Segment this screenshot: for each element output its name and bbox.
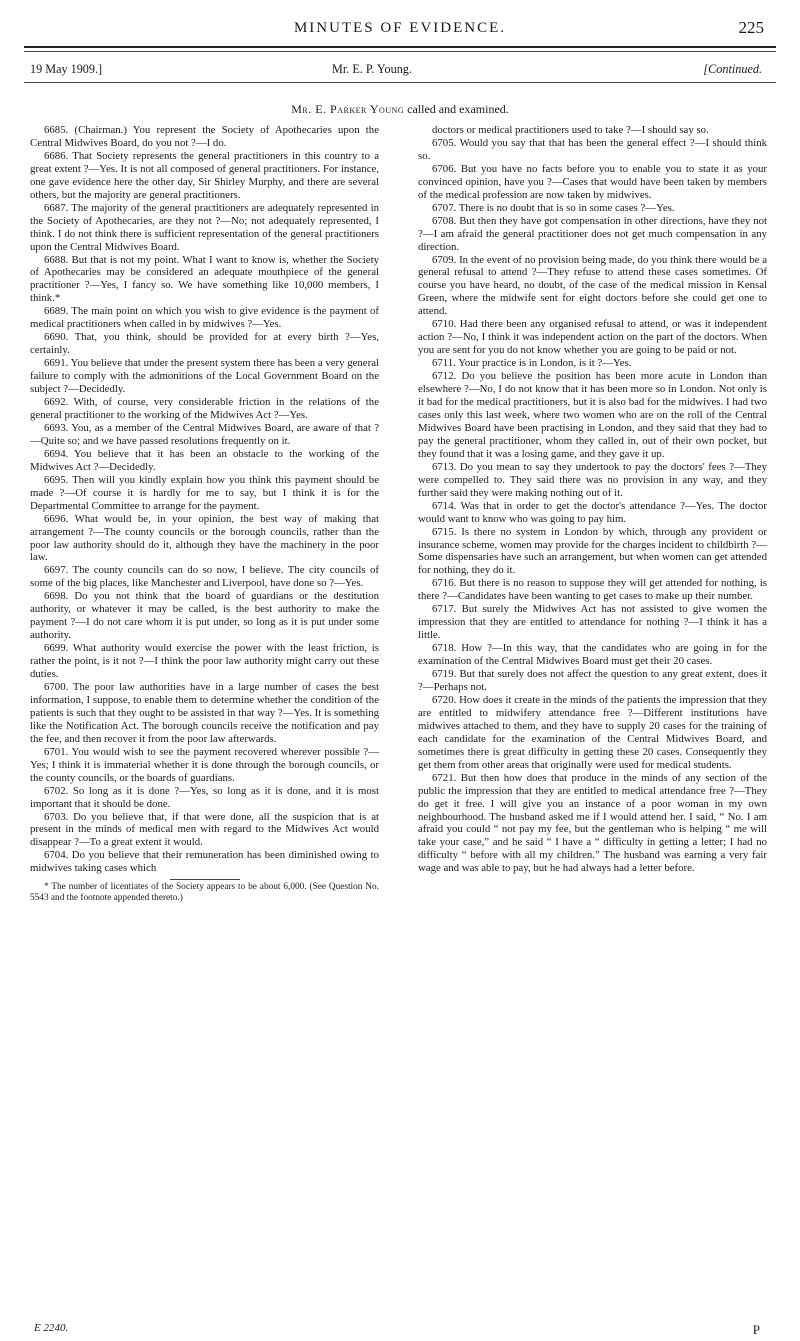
question-paragraph: 6698. Do you not think that the board of guardians or the destitution authority, or whatever it may be called, is the best authority to make the payment ?—I do not care whom it is put under, so long as it is put under some authority. bbox=[30, 590, 379, 642]
witness-short-name: Mr. E. P. Young. bbox=[332, 62, 412, 76]
question-paragraph: 6710. Had there been any organised refusal to attend, or was it independent action ?—No, I think it was independent action on the part of the doctors. When you are sent for you do not know whether you are going to be paid or not. bbox=[418, 318, 767, 357]
witness-name: Mr. E. Parker Young bbox=[291, 102, 405, 116]
question-paragraph: 6712. Do you believe the position has been more acute in London than elsewhere ?—No, I do not know that it has been more so in London. Not only is it bad for the medical practitioners, but it is also bad for the midwives. I had two cases only this last week, where two women who are on the roll of the Central Midwives Board have been practising in London, and they said that they had to pay the general practitioner, whom they called in, out of their own pocket, but they found that it was a losing game, and they gave it up. bbox=[418, 370, 767, 460]
question-paragraph: 6713. Do you mean to say they undertook to pay the doctors' fees ?—They were compelled to. They said there was no provision in any way, and they further said they were making nothing out of it. bbox=[418, 460, 767, 499]
question-paragraph: 6688. But that is not my point. What I want to know is, whether the Society of Apothecaries may be considered an adequate mouthpiece of the general practitioner ?—Yes, I fancy so. We have something like 10,000 members, I think.* bbox=[30, 253, 379, 305]
question-paragraph: 6696. What would be, in your opinion, the best way of making that arrangement ?—The county councils or the borough councils, rather than the poor law authority should do it, although they have the machinery in the poor law. bbox=[30, 512, 379, 564]
header-rule-thick bbox=[24, 46, 776, 48]
question-paragraph: 6700. The poor law authorities have in a large number of cases the best information, I suppose, to enable them to determine whether the condition of the patients is such that they ought to be assisted in that way ?—Yes. It is something like the Notification Act. The borough councils receive the notification and pay the fee, and then recover it from the poor law afterwards. bbox=[30, 680, 379, 745]
page-footer bbox=[34, 1322, 760, 1338]
left-column bbox=[30, 124, 379, 904]
question-paragraph: 6692. With, of course, very considerable friction in the relations of the general practitioner to the working of the Midwives Act ?—Yes. bbox=[30, 396, 379, 421]
question-paragraph: 6709. In the event of no provision being made, do you think there would be a general refusal to attend ?—They refuse to attend these cases sometimes. Of course you have heard, no doubt, of the case of the medical mission in Kensal Green, where the midwife sent for eight doctors before she could get one to attend. bbox=[418, 253, 767, 318]
question-paragraph: 6689. The main point on which you wish to give evidence is the payment of medical practitioners when called in by midwives ?—Yes. bbox=[30, 305, 379, 331]
question-paragraph: 6716. But there is no reason to suppose they will get attended for nothing, is there ?—Candidates have been wanting to get cases to make up their number. bbox=[418, 577, 767, 603]
question-paragraph: 6687. The majority of the general practitioners are adequately represented in the Society of Apothecaries, are they not ?—No; not adequately represented, I think. I do not think there is sufficient representation of the general practitioners upon the Central Midwives Board. bbox=[30, 201, 379, 253]
question-paragraph: 6711. Your practice is in London, is it ?—Yes. bbox=[432, 357, 632, 370]
subheading bbox=[30, 62, 770, 80]
right-column bbox=[418, 124, 767, 875]
question-paragraph: 6707. There is no doubt that is so in some cases ?—Yes. bbox=[432, 201, 675, 214]
question-paragraph: 6685. (Chairman.) You represent the Society of Apothecaries upon the Central Midwives Board, do you not ?—I do. bbox=[30, 124, 379, 149]
question-paragraph: 6699. What authority would exercise the power with the least friction, is rather the point, is it not ?—I think the poor law authority might carry out these duties. bbox=[30, 642, 379, 681]
signature-mark: E 2240. bbox=[34, 1322, 69, 1334]
footnote: * The number of licentiates of the Society appears to be about 6,000. (See Question No. 5543 and the footnote appended thereto.) bbox=[30, 882, 379, 904]
question-paragraph: 6694. You believe that it has been an obstacle to the working of the Midwives Act ?—Decidedly. bbox=[30, 447, 379, 473]
question-paragraph: 6714. Was that in order to get the doctor's attendance ?—Yes. The doctor would want to know who was going to pay him. bbox=[418, 499, 767, 525]
question-paragraph: 6718. How ?—In this way, that the candidates who are going in for the examination of the Central Midwives Board must get their 20 cases. bbox=[418, 642, 767, 668]
question-paragraph: 6705. Would you say that that has been the general effect ?—I should think so. bbox=[418, 136, 767, 162]
sitting-date: 19 May 1909.] bbox=[30, 62, 103, 76]
gathering-mark: P bbox=[752, 1322, 760, 1337]
header-rule-thin bbox=[24, 51, 776, 52]
question-paragraph: 6703. Do you believe that, if that were done, all the suspicion that is at present in the minds of medical men with regard to the Midwives Act would disappear ?—To a great extent it would. bbox=[30, 810, 379, 849]
question-paragraph: 6691. You believe that under the present system there has been a very general failure to comply with the admonitions of the Local Government Board on the subject ?—Decidedly. bbox=[30, 357, 379, 396]
subheading-rule bbox=[24, 82, 776, 83]
question-paragraph: 6706. But you have no facts before you to enable you to state it as your convinced opinion, have you ?—Cases that would have been taken by members of the medical profession are now taken by midwives. bbox=[418, 162, 767, 201]
running-head bbox=[0, 20, 800, 38]
witness-status: called and examined. bbox=[404, 102, 509, 116]
question-paragraph: 6686. That Society represents the general practitioners in this country to a great extent ?—Yes. It is not all composed of general practitioners. For instance, one gave evidence here the other day, Sir Shirley Murphy, and there are several others, but the majority are general practitioners. bbox=[30, 149, 379, 201]
continued-marker: [Continued. bbox=[703, 62, 762, 76]
question-paragraph: 6708. But then they have got compensation in other directions, have they not ?—I am afraid the general practitioner does not get much compensation in any direction. bbox=[418, 214, 767, 253]
question-paragraph: 6701. You would wish to see the payment recovered wherever possible ?—Yes; I think it is immaterial whether it is done through the borough councils, or the county councils, or the boards of guardians. bbox=[30, 745, 379, 784]
question-paragraph: 6702. So long as it is done ?—Yes, so long as it is done, and it is most important that it should be done. bbox=[30, 784, 379, 810]
question-paragraph: 6715. Is there no system in London by which, through any provident or insurance scheme, women may provide for the charges incident to childbirth ?—Some dispensaries have such an arrangement, but when women can get attended for nothing, they do it. bbox=[418, 525, 767, 577]
page-title: MINUTES OF EVIDENCE. bbox=[293, 20, 507, 36]
question-paragraph: 6704. Do you believe that their remuneration has been diminished owing to midwives taking cases which bbox=[30, 849, 379, 875]
question-paragraph: 6690. That, you think, should be provided for at every birth ?—Yes, certainly. bbox=[30, 331, 379, 357]
question-paragraph: doctors or medical practitioners used to take ?—I should say so. bbox=[432, 124, 709, 136]
page-number: 225 bbox=[738, 18, 764, 37]
question-paragraph: 6695. Then will you kindly explain how you think this payment should be made ?—Of course it is hardly for me to say, but I think it is for the Departmental Committee to arrange for the payment. bbox=[30, 473, 379, 512]
left-paragraphs bbox=[30, 124, 379, 875]
question-paragraph: 6717. But surely the Midwives Act has not assisted to give women the impression that they are entitled to attendance for nothing ?—I think it has a little. bbox=[418, 603, 767, 642]
footnote-rule bbox=[170, 879, 240, 880]
question-paragraph: 6720. How does it create in the minds of the patients the impression that they are entitled to midwifery attendance free ?—Different institutions have midwives attached to them, and they have to supply 20 cases for the training of each candidate for the examination of the Central Midwives Board, and sometimes there is great difficulty in getting these 20 cases. Consequently they get them from other areas that originally were used for medical students. bbox=[418, 693, 767, 771]
question-paragraph: 6697. The county councils can do so now, I believe. The city councils of some of the big places, like Manchester and Liverpool, have done so ?—Yes. bbox=[30, 564, 379, 590]
witness-heading bbox=[0, 102, 800, 117]
question-paragraph: 6719. But that surely does not affect the question to any great extent, does it ?—Perhaps not. bbox=[418, 668, 767, 693]
question-paragraph: 6721. But then how does that produce in the minds of any section of the public the impression that they are entitled to medical attendance free ?—They do get it free. I will give you an instance of a poor woman in my own neighbourhood. The husband asked me if I would attend her. I said, “ No. I am afraid you could “ not pay my fee, but the gentleman who is helping “ me will take your case,” and he said “ I have a “ difficulty in getting a letter; I had no difficulty “ before with all my children.” The husband was earning a very fair wage and was able to pay, but he had always had a letter before. bbox=[418, 771, 767, 875]
question-paragraph: 6693. You, as a member of the Central Midwives Board, are aware of that ?—Quite so; and we have passed resolutions frequently on it. bbox=[30, 421, 379, 447]
